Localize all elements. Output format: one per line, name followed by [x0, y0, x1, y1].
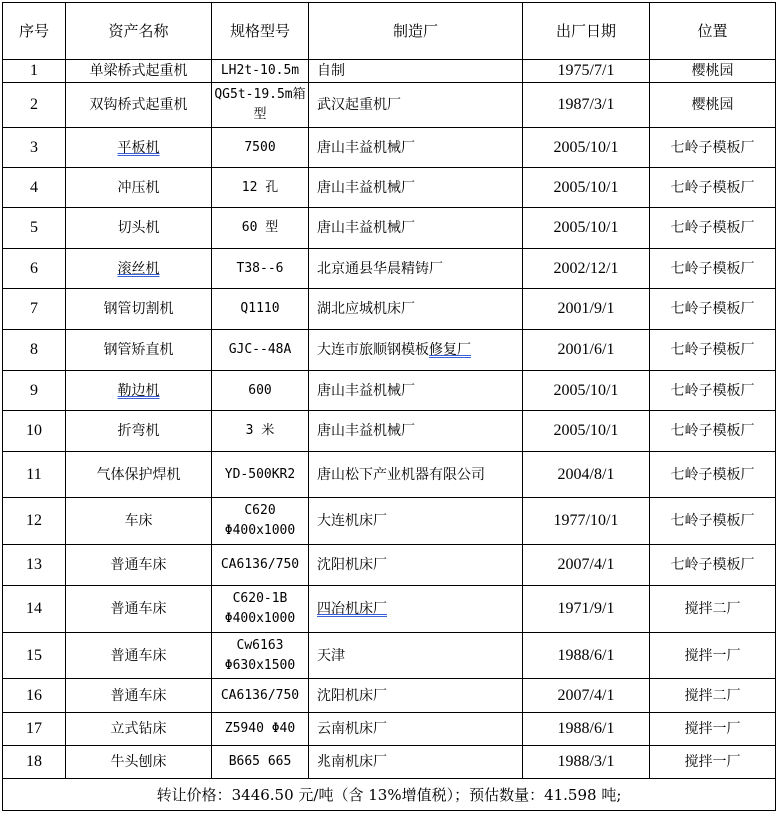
- header-manufacturer: 制造厂: [309, 3, 523, 60]
- table-row: [3, 83, 776, 128]
- cell-spec: C620-1B Φ400x1000: [212, 586, 309, 633]
- header-date: 出厂日期: [523, 3, 650, 60]
- cell-spec: YD-500KR2: [212, 452, 309, 498]
- cell-manufacturer: 唐山丰益机械厂: [309, 168, 523, 208]
- cell-manufacturer: 大连机床厂: [309, 498, 523, 545]
- cell-location: 七岭子模板厂: [650, 371, 776, 411]
- cell-spec: T38--6: [212, 249, 309, 289]
- table-row: [3, 168, 776, 208]
- cell-location: 七岭子模板厂: [650, 128, 776, 168]
- cell-date: 1975/7/1: [523, 60, 650, 83]
- cell-location: 七岭子模板厂: [650, 545, 776, 586]
- cell-no: 9: [3, 371, 66, 411]
- cell-spec: CA6136/750: [212, 679, 309, 713]
- cell-location: 七岭子模板厂: [650, 208, 776, 249]
- cell-name: 切头机: [66, 208, 212, 249]
- header-no: 序号: [3, 3, 66, 60]
- cell-name-text: 勒边机: [117, 382, 160, 399]
- cell-date: 1988/6/1: [523, 713, 650, 746]
- cell-name: [66, 371, 212, 411]
- cell-spec: 7500: [212, 128, 309, 168]
- cell-no: 6: [3, 249, 66, 289]
- cell-name: 钢管矫直机: [66, 330, 212, 371]
- cell-location: 七岭子模板厂: [650, 498, 776, 545]
- cell-date: 2001/9/1: [523, 289, 650, 330]
- cell-manufacturer: 唐山松下产业机器有限公司: [309, 452, 523, 498]
- cell-date: 2007/4/1: [523, 679, 650, 713]
- cell-spec: Q1110: [212, 289, 309, 330]
- cell-date: 2005/10/1: [523, 371, 650, 411]
- cell-no: 2: [3, 83, 66, 128]
- cell-spec: 12 孔: [212, 168, 309, 208]
- cell-name: 普通车床: [66, 545, 212, 586]
- cell-spec: C620 Φ400x1000: [212, 498, 309, 545]
- cell-no: 13: [3, 545, 66, 586]
- table-row: [3, 289, 776, 330]
- cell-date: 2005/10/1: [523, 168, 650, 208]
- table-row: [3, 128, 776, 168]
- table-row: [3, 746, 776, 779]
- cell-name-text: 平板机: [117, 139, 160, 156]
- cell-name-text: 滚丝机: [117, 260, 160, 277]
- table-row: [3, 371, 776, 411]
- cell-no: 17: [3, 713, 66, 746]
- cell-name: 普通车床: [66, 633, 212, 679]
- cell-manufacturer: 湖北应城机床厂: [309, 289, 523, 330]
- cell-location: 七岭子模板厂: [650, 289, 776, 330]
- table-row: [3, 498, 776, 545]
- footer-row: [3, 779, 776, 811]
- cell-location: 搅拌二厂: [650, 586, 776, 633]
- table-row: [3, 586, 776, 633]
- cell-date: 1988/6/1: [523, 633, 650, 679]
- cell-name: [66, 128, 212, 168]
- cell-location: 七岭子模板厂: [650, 411, 776, 452]
- cell-no: 3: [3, 128, 66, 168]
- cell-spec: QG5t-19.5m箱型: [212, 83, 309, 128]
- cell-no: 8: [3, 330, 66, 371]
- cell-spec: B665 665: [212, 746, 309, 779]
- cell-date: 2004/8/1: [523, 452, 650, 498]
- cell-name: 立式钻床: [66, 713, 212, 746]
- cell-name: 双钩桥式起重机: [66, 83, 212, 128]
- cell-spec: Cw6163 Φ630x1500: [212, 633, 309, 679]
- table-row: [3, 208, 776, 249]
- cell-manufacturer: [309, 586, 523, 633]
- table-row: [3, 545, 776, 586]
- cell-manufacturer: 沈阳机床厂: [309, 679, 523, 713]
- cell-date: 2005/10/1: [523, 208, 650, 249]
- cell-date: 1987/3/1: [523, 83, 650, 128]
- cell-spec: 60 型: [212, 208, 309, 249]
- cell-date: 1971/9/1: [523, 586, 650, 633]
- cell-spec: LH2t-10.5m: [212, 60, 309, 83]
- cell-name: 折弯机: [66, 411, 212, 452]
- cell-manufacturer-underlined: 四冶机床厂: [317, 601, 387, 617]
- cell-name: [66, 249, 212, 289]
- price-summary: 转让价格：3446.50 元/吨（含 13%增值税）；预估数量：41.598 吨;: [3, 779, 776, 811]
- cell-location: 搅拌二厂: [650, 679, 776, 713]
- cell-name: 冲压机: [66, 168, 212, 208]
- header-row: [3, 3, 776, 60]
- cell-name: 车床: [66, 498, 212, 545]
- cell-manufacturer: [309, 330, 523, 371]
- cell-manufacturer: 北京通县华晨精铸厂: [309, 249, 523, 289]
- cell-no: 4: [3, 168, 66, 208]
- cell-spec: 3 米: [212, 411, 309, 452]
- table-row: [3, 452, 776, 498]
- cell-no: 5: [3, 208, 66, 249]
- cell-name: 单梁桥式起重机: [66, 60, 212, 83]
- cell-name: 钢管切割机: [66, 289, 212, 330]
- cell-manufacturer-underlined: 修复厂: [429, 342, 471, 358]
- cell-spec: CA6136/750: [212, 545, 309, 586]
- cell-spec: GJC--48A: [212, 330, 309, 371]
- cell-location: 樱桃园: [650, 83, 776, 128]
- cell-date: 1977/10/1: [523, 498, 650, 545]
- cell-name: 气体保护焊机: [66, 452, 212, 498]
- table-row: [3, 60, 776, 83]
- cell-manufacturer: 云南机床厂: [309, 713, 523, 746]
- cell-date: 2002/12/1: [523, 249, 650, 289]
- cell-no: 11: [3, 452, 66, 498]
- cell-location: 七岭子模板厂: [650, 168, 776, 208]
- cell-no: 14: [3, 586, 66, 633]
- cell-name: 牛头刨床: [66, 746, 212, 779]
- cell-manufacturer: 唐山丰益机械厂: [309, 128, 523, 168]
- cell-no: 18: [3, 746, 66, 779]
- cell-date: 2005/10/1: [523, 411, 650, 452]
- table-row: [3, 411, 776, 452]
- table-row: [3, 249, 776, 289]
- cell-manufacturer: 武汉起重机厂: [309, 83, 523, 128]
- table-row: [3, 330, 776, 371]
- header-location: 位置: [650, 3, 776, 60]
- cell-manufacturer: 唐山丰益机械厂: [309, 371, 523, 411]
- cell-location: 七岭子模板厂: [650, 330, 776, 371]
- table-row: [3, 633, 776, 679]
- cell-manufacturer: 自制: [309, 60, 523, 83]
- cell-manufacturer-text: 大连市旅顺钢模板: [317, 342, 429, 358]
- header-name: 资产名称: [66, 3, 212, 60]
- cell-date: 2007/4/1: [523, 545, 650, 586]
- cell-no: 1: [3, 60, 66, 83]
- cell-location: 七岭子模板厂: [650, 452, 776, 498]
- cell-name: 普通车床: [66, 586, 212, 633]
- cell-spec: 600: [212, 371, 309, 411]
- cell-no: 7: [3, 289, 66, 330]
- cell-date: 1988/3/1: [523, 746, 650, 779]
- cell-location: 搅拌一厂: [650, 746, 776, 779]
- cell-manufacturer: 沈阳机床厂: [309, 545, 523, 586]
- cell-location: 樱桃园: [650, 60, 776, 83]
- cell-manufacturer: 兆南机床厂: [309, 746, 523, 779]
- table-row: [3, 713, 776, 746]
- cell-no: 15: [3, 633, 66, 679]
- cell-location: 搅拌一厂: [650, 713, 776, 746]
- cell-manufacturer: 唐山丰益机械厂: [309, 208, 523, 249]
- cell-date: 2005/10/1: [523, 128, 650, 168]
- cell-no: 16: [3, 679, 66, 713]
- table-row: [3, 679, 776, 713]
- cell-spec: Z5940 Φ40: [212, 713, 309, 746]
- cell-location: 七岭子模板厂: [650, 249, 776, 289]
- cell-date: 2001/6/1: [523, 330, 650, 371]
- cell-manufacturer: 唐山丰益机械厂: [309, 411, 523, 452]
- header-spec: 规格型号: [212, 3, 309, 60]
- cell-no: 10: [3, 411, 66, 452]
- cell-name: 普通车床: [66, 679, 212, 713]
- cell-manufacturer: 天津: [309, 633, 523, 679]
- cell-no: 12: [3, 498, 66, 545]
- cell-location: 搅拌一厂: [650, 633, 776, 679]
- asset-table: [2, 2, 776, 811]
